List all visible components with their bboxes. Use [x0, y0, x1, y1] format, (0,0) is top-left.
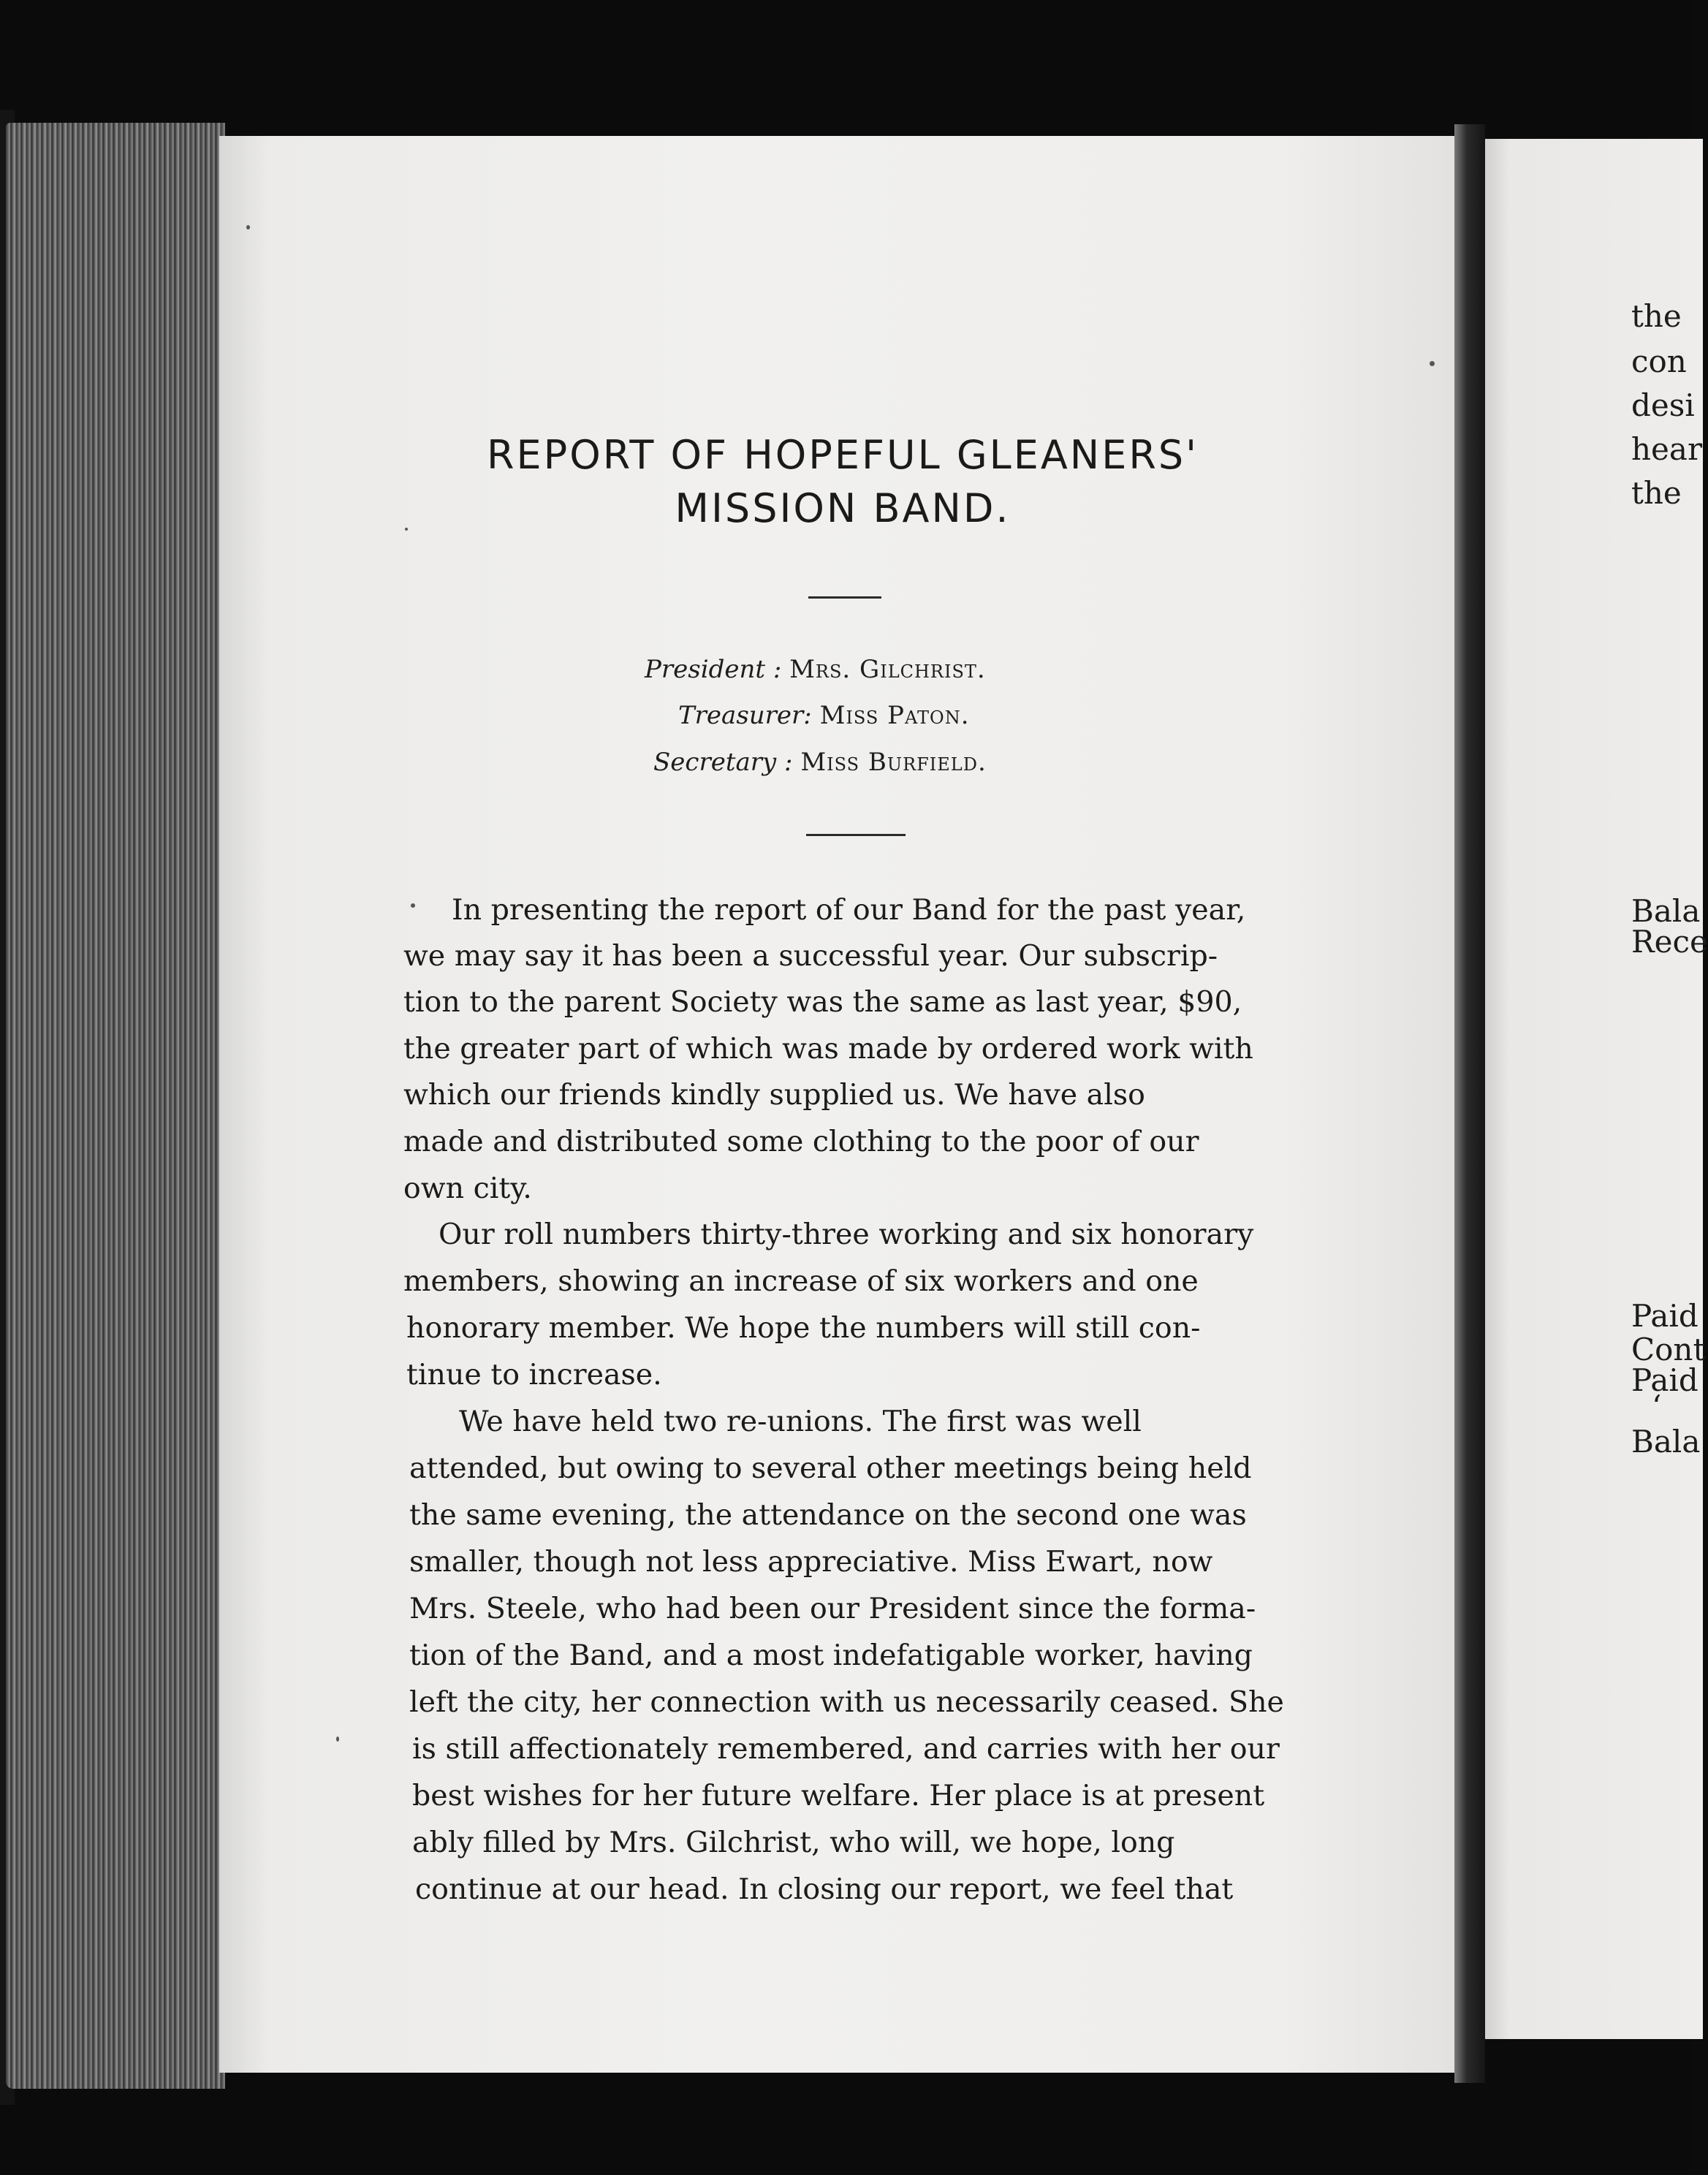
body-line: In presenting the report of our Band for the past year,	[452, 893, 1246, 927]
facing-fragment: Bala	[1631, 1424, 1701, 1460]
scan-speck	[246, 225, 250, 229]
facing-fragment: Cont	[1631, 1332, 1706, 1367]
facing-fragment: the	[1631, 298, 1682, 334]
body-line: honorary member. We hope the numbers will still con-	[406, 1311, 1201, 1345]
facing-fragment: hear	[1631, 431, 1703, 467]
body-line: attended, but owing to several other meetings being held	[409, 1451, 1252, 1485]
body-line: best wishes for her future welfare. Her place is at present	[412, 1779, 1265, 1812]
body-line: made and distributed some clothing to the poor of our	[403, 1125, 1199, 1158]
page-content	[219, 136, 1466, 2073]
body-line: tinue to increase.	[406, 1358, 662, 1392]
officer-treasurer	[678, 703, 970, 728]
officer-name: Miss Paton.	[819, 701, 970, 730]
title-divider	[808, 596, 881, 599]
scan-speck	[405, 528, 408, 531]
body-line: ably filled by Mrs. Gilchrist, who will, we hope, long	[412, 1826, 1175, 1859]
body-line: members, showing an increase of six workers and one	[403, 1264, 1199, 1298]
officer-secretary	[653, 750, 987, 775]
body-line: tion to the parent Society was the same as last year, $90,	[403, 985, 1242, 1019]
officer-name: Miss Burfield.	[800, 748, 987, 777]
body-line: is still affectionately remembered, and carries with her our	[412, 1732, 1280, 1766]
scan-speck	[1430, 361, 1435, 366]
facing-fragment: con	[1631, 343, 1687, 379]
officer-role: Secretary :	[653, 748, 793, 777]
officer-role: President :	[645, 655, 782, 684]
facing-fragment: the	[1631, 475, 1682, 511]
report-title-line-2: MISSION BAND.	[675, 485, 1011, 531]
body-line: continue at our head. In closing our report, we feel that	[415, 1872, 1234, 1906]
body-line: Mrs. Steele, who had been our President since the forma-	[409, 1592, 1256, 1625]
body-line: Our roll numbers thirty-three working and six honorary	[439, 1218, 1254, 1251]
body-line: the same evening, the attendance on the second one was	[409, 1498, 1247, 1532]
officer-president	[645, 657, 986, 682]
body-line: left the city, her connection with us necessarily ceased. She	[409, 1685, 1284, 1719]
facing-fragment: Rece	[1631, 924, 1708, 960]
stacked-page-edges	[6, 123, 225, 2089]
officers-divider	[806, 834, 906, 836]
facing-fragment: Paid	[1631, 1362, 1698, 1398]
report-title-line-1: REPORT OF HOPEFUL GLEANERS'	[487, 432, 1199, 478]
body-line: We have held two re-unions. The first was well	[459, 1405, 1142, 1438]
facing-fragment: ‘	[1652, 1389, 1662, 1424]
body-line: own city.	[403, 1172, 532, 1205]
body-line: we may say it has been a successful year. Our subscrip-	[403, 939, 1218, 973]
facing-fragment: Paid	[1631, 1298, 1698, 1334]
facing-fragment: Bala	[1631, 893, 1701, 929]
body-line: the greater part of which was made by ordered work with	[403, 1032, 1253, 1066]
facing-fragment: desi	[1631, 387, 1695, 423]
officer-role: Treasurer:	[678, 701, 812, 730]
body-line: which our friends kindly supplied us. We have also	[403, 1078, 1145, 1112]
body-line: tion of the Band, and a most indefatigable worker, having	[409, 1639, 1253, 1672]
body-line: smaller, though not less appreciative. Miss Ewart, now	[409, 1545, 1213, 1579]
officer-name: Mrs. Gilchrist.	[789, 655, 986, 684]
scan-speck	[336, 1736, 339, 1742]
facing-page	[1484, 139, 1706, 2039]
scan-speck	[411, 903, 415, 908]
